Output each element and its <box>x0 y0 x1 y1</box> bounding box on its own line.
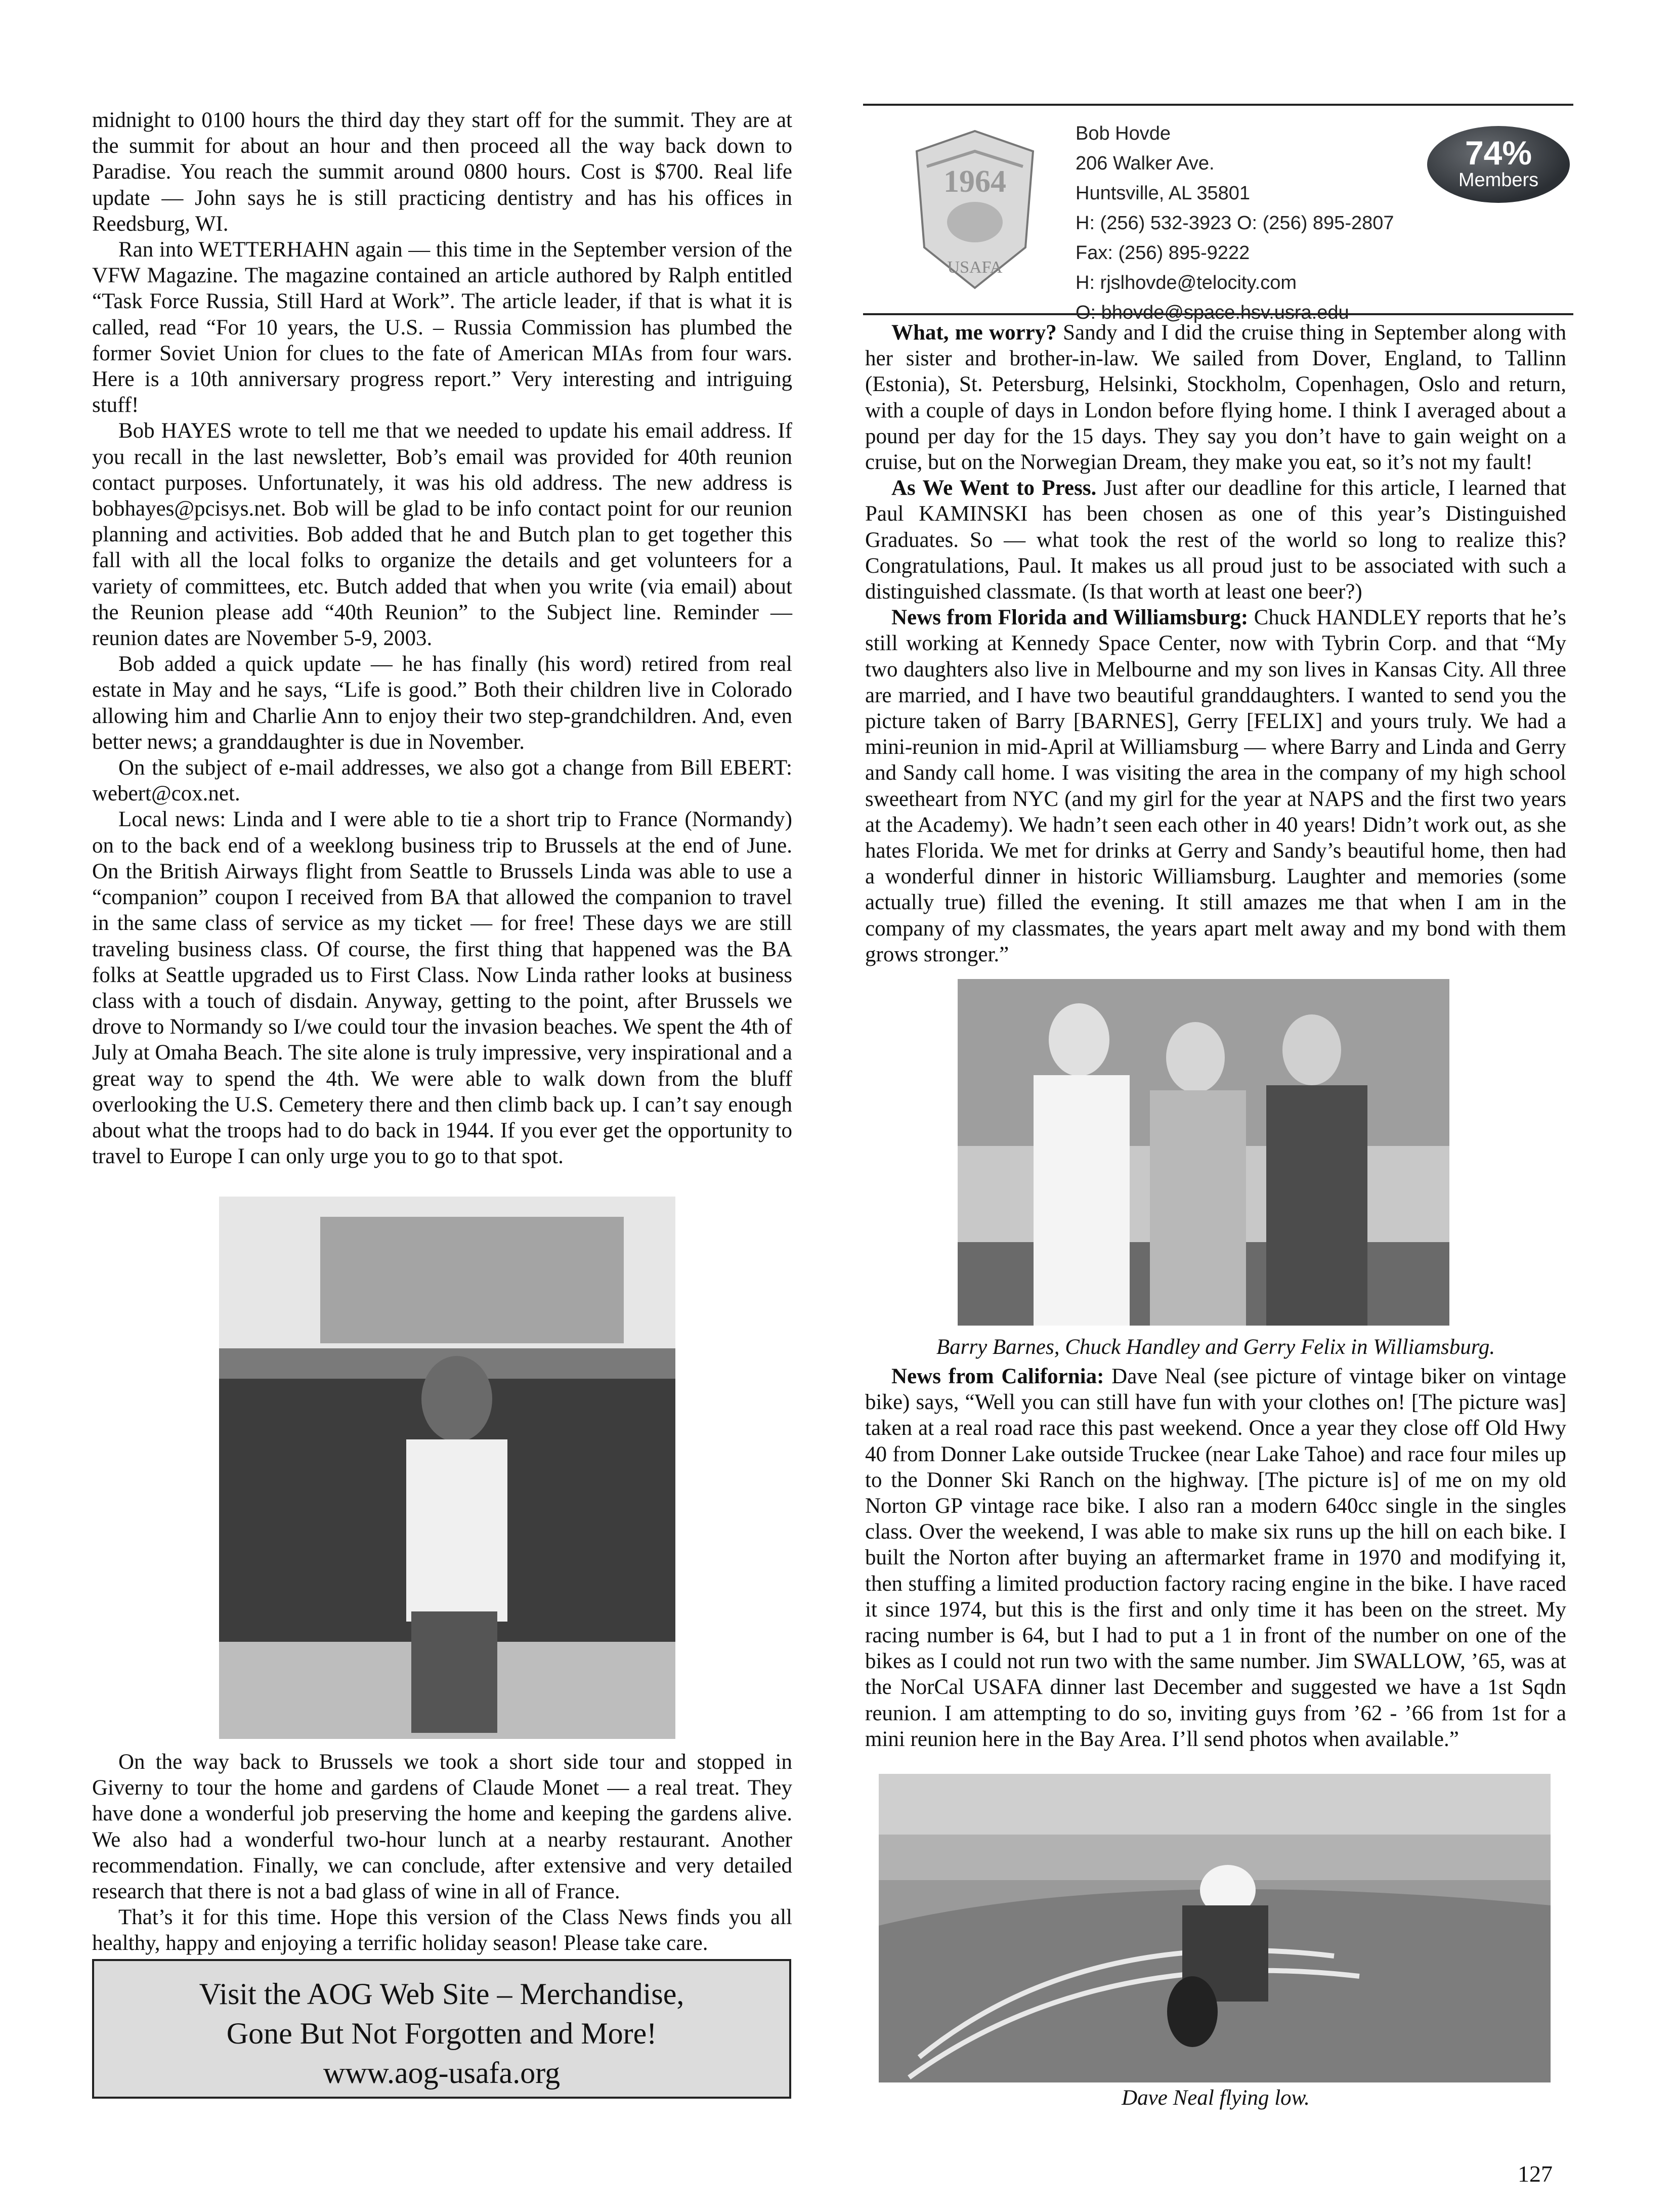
crest-year: 1964 <box>943 164 1006 199</box>
paragraph: midnight to 0100 hours the third day they start off for the summit. They are at the summit for about an hour and then proceed all the way back down to Paradise. You reach the summit around 0800 hours. Cost is $700. Real life update — John says he is still practicing dentistry and has his offices in Reedsburg, WI. <box>92 108 792 236</box>
paragraph: News from California: Dave Neal (see picture of vintage biker on vintage bike) says, “Well you can still have fun with your clothes on! [The picture was] taken at a real road race this past weekend. Once a year they close off Old Hwy 40 from Donner Lake outside Truckee (near Lake Tahoe) and race four miles up to the Donner Ski Ranch on the highway. [The picture is] of me on my old Norton GP vintage race bike. I also ran a modern 640cc single in the singles class. Over the weekend, I was able to make six runs up the hill on each bike. I built the Norton after buying an aftermarket frame in 1970 and modifying it, then stuffing a limited production factory racing engine in the bike. I have raced it since 1974, but this is the first and only time it has been on the street. My racing number is 64, but I had to put a 1 in front of the number on one of the bikes as I could not run two with the same number. Jim SWALLOW, ’65, was at the NorCal USAFA dinner last December and suggested we have a 1st Sqdn reunion. I am attempting to do so, inviting guys from ’62 - ’66 from 1st for a mini reunion here in the Bay Area. I’ll send photos when available.” <box>865 1365 1567 1751</box>
paragraph: What, me worry? Sandy and I did the cruise thing in September along with her sister and brother-in-law. We sailed from Dover, England, to Tallinn (Estonia), St. Petersburg, Helsinki, Stockholm, Copenhagen, Oslo and return, with a couple of days in London before flying home. I think I averaged about a pound per day for the 15 days. They say you don’t have to gain weight on a cruise, but on the Norwegian Dream, they make you eat, so it’s not my fault! <box>865 321 1566 475</box>
contact-address-2: Huntsville, AL 35801 <box>1076 183 1251 204</box>
paragraph: Ran into WETTERHAHN again — this time in the September version of the VFW Magazine. The magazine contained an article authored by Ralph entitled “Task Force Russia, Still Hard at Work”. The article leader, if that is what it is called, read “For 10 years, the U.S. – Russia Commission has plumbed the former Soviet Union for clues to the fate of American MIAs from four wars. Here is a 10th anniversary progress report.” Very interesting and intriguing stuff! <box>92 238 792 417</box>
contact-email-office: O: bhovde@space.hsv.usra.edu <box>1076 302 1349 323</box>
paragraph: As We Went to Press. Just after our deadline for this article, I learned that Paul KAMINSKI has been chosen as one of this year’s Distinguished Graduates. So — what took the rest of the world so long to realize this? Congratulations, Paul. It makes us all proud just to be associated with such a distinguished classmate. (Is that worth at least one beer?) <box>865 476 1566 604</box>
membership-percent: 74% <box>1465 134 1532 172</box>
paragraph-lead: News from California: <box>891 1365 1104 1388</box>
contact-block <box>863 104 1573 323</box>
caption-biker: Dave Neal flying low. <box>1122 2086 1310 2110</box>
contact-fax: Fax: (256) 895-9222 <box>1076 242 1250 264</box>
contact-name: Bob Hovde <box>1076 123 1171 144</box>
right-column <box>865 320 1566 967</box>
ad-line-2: Gone But Not Forgotten and More! <box>226 2017 657 2050</box>
paragraph: That’s it for this time. Hope this version of the Class News finds you all healthy, happy and enjoying a terrific holiday season! Please take care. <box>92 1905 792 1955</box>
caption-williamsburg: Barry Barnes, Chuck Handley and Gerry Felix in Williamsburg. <box>936 1335 1495 1359</box>
paragraph-lead: What, me worry? <box>891 321 1057 345</box>
left-column <box>92 107 792 1169</box>
photo-normandy-memorial <box>219 1197 675 1739</box>
paragraph: On the way back to Brussels we took a short side tour and stopped in Giverny to tour the home and gardens of Claude Monet — a real treat. They have done a wonderful job preserving the home and keeping the gardens alive. We also had a wonderful two-hour lunch at a nearby restaurant. Another recommendation. Finally, we can conclude, after extensive and very detailed research that there is not a bad glass of wine in all of France. <box>92 1750 792 1904</box>
photo-williamsburg <box>958 979 1449 1326</box>
photo-biker <box>879 1774 1551 2082</box>
right-column-continued <box>865 1364 1566 1752</box>
crest-text: USAFA <box>947 258 1003 277</box>
aog-website-ad[interactable] <box>92 1959 791 2099</box>
contact-address-1: 206 Walker Ave. <box>1076 153 1215 174</box>
paragraph: On the subject of e-mail addresses, we also got a change from Bill EBERT: webert@cox.net. <box>92 756 792 806</box>
left-column-continued <box>92 1749 792 1956</box>
paragraph: Local news: Linda and I were able to tie a short trip to France (Normandy) on to the back end of a weeklong business trip to Brussels at the end of June. On the British Airways flight from Seattle to Brussels Linda was able to use a “companion” coupon I received from BA that allowed the companion to travel in the same class of service as my ticket — for free! These days we are still traveling business class. Of course, the first thing that happened was the BA folks at Seattle upgraded us to First Class. Now Linda rather looks at business class with a touch of disdain. Anyway, getting to the point, after Brussels we drove to Normandy so I/we could tour the invasion beaches. We spent the 4th of July at Omaha Beach. The site alone is truly impressive, very inspirational and a great way to spend the 4th. We were able to walk down from the bluff overlooking the U.S. Cemetery there and then climb back up. I can’t say enough about what the troops had to do back in 1944. If you ever get the opportunity to travel to Europe I can only urge you to go to that spot. <box>92 807 792 1169</box>
contact-email-home: H: rjslhovde@telocity.com <box>1076 272 1297 293</box>
contact-phone: H: (256) 532-3923 O: (256) 895-2807 <box>1076 212 1394 234</box>
class-crest-icon <box>907 121 1043 298</box>
paragraph: News from Florida and Williamsburg: Chuck HANDLEY reports that he’s still working at Kennedy Space Center, now with Tybrin Corp. and that “My two daughters also live in Melbourne and my son lives in Kansas City. All three are married, and I have two beautiful granddaughters. I wanted to send you the picture taken of Barry [BARNES], Gerry [FELIX] and yours truly. We had a mini-reunion in mid-April at Williamsburg — where Barry and Linda and Gerry and Sandy call home. I was visiting the area in the company of my high school sweetheart from NYC (and my girl for the year at NAPS and the first two years at the Academy). We hadn’t seen each other in 40 years! Didn’t work out, as she hates Florida. We met for drinks at Gerry and Sandy’s beautiful home, then had a wonderful dinner in historic Williamsburg. Laughter and memories (some actually true) filled the evening. It still amazes me that when I am in the company of my classmates, the years apart melt away and my bond with them grows stronger.” <box>865 606 1566 966</box>
contact-lines <box>1076 119 1394 328</box>
ad-line-1: Visit the AOG Web Site – Merchandise, <box>199 1977 684 2011</box>
paragraph-lead: As We Went to Press. <box>891 476 1097 500</box>
ad-url-link[interactable]: www.aog-usafa.org <box>323 2056 561 2090</box>
page-number: 127 <box>1518 2161 1553 2187</box>
membership-badge <box>1427 126 1570 203</box>
paragraph: Bob HAYES wrote to tell me that we needed to update his email address. If you recall in the last newsletter, Bob’s email was provided for 40th reunion contact purposes. Unfortunately, it was his old address. The new address is bobhayes@pcisys.net. Bob will be glad to be info contact point for our reunion planning and activities. Bob added that he and Butch plan to get together this fall with all the local folks to organize the details and get volunteers for a variety of committees, etc. Butch added that when you write (via email) about the Reunion please add “40th Reunion” to the Subject line. Reminder — reunion dates are November 5-9, 2003. <box>92 419 792 651</box>
membership-label: Members <box>1458 169 1539 191</box>
paragraph-lead: News from Florida and Williamsburg: <box>891 606 1249 630</box>
paragraph: Bob added a quick update — he has finally (his word) retired from real estate in May and he says, “Life is good.” Both their children live in Colorado allowing him and Charlie Ann to enjoy their two step-grandchildren. And, even better news; a granddaughter is due in November. <box>92 652 792 754</box>
